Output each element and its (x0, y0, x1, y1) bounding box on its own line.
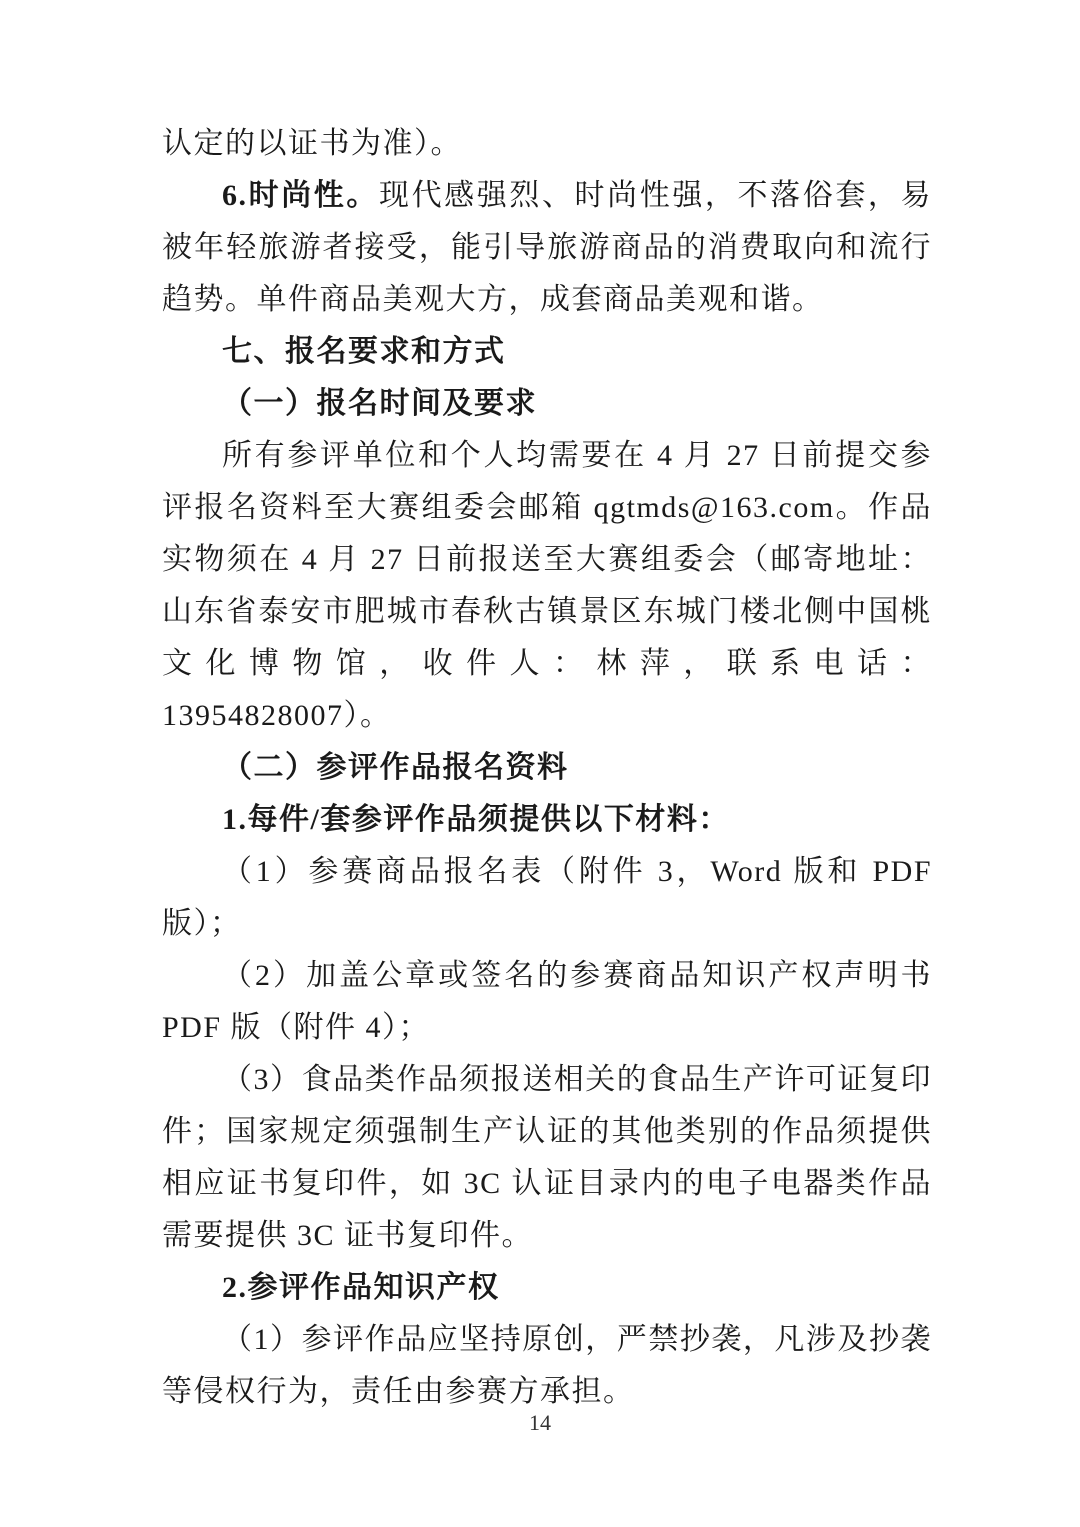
paragraph-fashion-criterion (162, 170, 932, 326)
document-body (162, 118, 932, 1418)
heading-item-1-materials-required: 1.每件/套参评作品须提供以下材料： (222, 803, 730, 836)
paragraph-fashion-text: 现代感强烈、时尚性强，不落俗套，易被年轻旅游者接受，能引导旅游商品的消费取向和流行趋势。单件商品美观大方，成套商品美观和谐。 (162, 179, 933, 316)
heading-sub-two-entry-materials: （二）参评作品报名资料 (222, 751, 569, 784)
page-number: 14 (529, 1410, 551, 1435)
paragraph-material-3-licenses: （3）食品类作品须报送相关的食品生产许可证复印件；国家规定须强制生产认证的其他类别的作品须提供相应证书复印件，如 3C 认证目录内的电子电器类作品需要提供 3C 证书复印件。 (162, 1063, 932, 1252)
paragraph-certificate-note: 认定的以证书为准）。 (162, 127, 462, 160)
paragraph-material-1-entry-form: （1）参赛商品报名表（附件 3，Word 版和 PDF 版）； (162, 855, 932, 940)
heading-sub-one-registration-time: （一）报名时间及要求 (222, 387, 537, 420)
paragraph-fashion-lead: 6.时尚性。 (222, 179, 379, 212)
heading-item-2-intellectual-property: 2.参评作品知识产权 (222, 1271, 500, 1304)
paragraph-ip-originality: （1）参评作品应坚持原创，严禁抄袭，凡涉及抄袭等侵权行为，责任由参赛方承担。 (162, 1323, 932, 1408)
paragraph-registration-instructions: 所有参评单位和个人均需要在 4 月 27 日前提交参评报名资料至大赛组委会邮箱 qgtmds@163.com。作品实物须在 4 月 27 日前报送至大赛组委会（邮寄地址：山东省泰安市肥城市春秋古镇景区东城门楼北侧中国桃文化博物馆，收件人：林萍，联系电话：13954828007）。 (162, 439, 932, 732)
heading-section-seven: 七、报名要求和方式 (222, 335, 506, 368)
paragraph-material-2-ip-declaration: （2）加盖公章或签名的参赛商品知识产权声明书 PDF 版（附件 4）； (162, 959, 932, 1044)
